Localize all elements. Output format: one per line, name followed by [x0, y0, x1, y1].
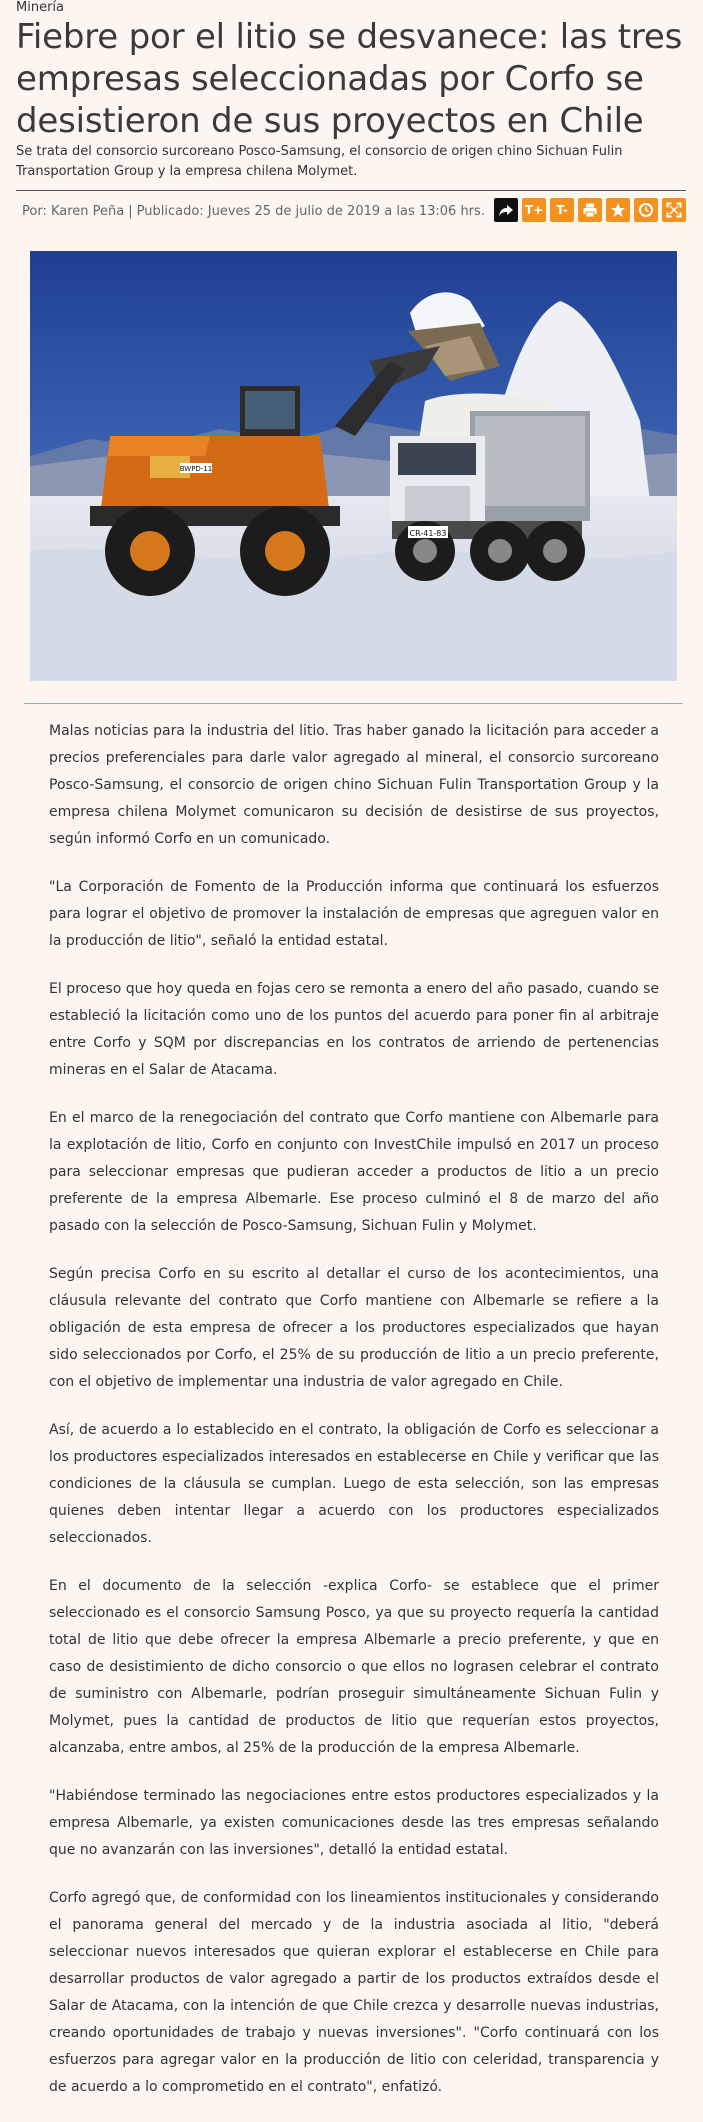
article-paragraph: En el marco de la renegociación del contrato que Corfo mantiene con Albemarle para la explotación de litio, Corfo en conjunto con InvestChile impulsó en 2017 un proceso para seleccionar empresas que pudieran acceder a productos de litio a un precio preferente de la empresa Albemarle. Ese proceso culminó el 8 de marzo del año pasado con la selección de Posco-Samsung, Sichuan Fulin y Molymet.: [49, 1110, 659, 1234]
lithium-loader-photo: [30, 251, 677, 681]
truck-plate-text: CR-41-83: [409, 529, 447, 538]
article-paragraph: "Habiéndose terminado las negociaciones entre estos productores especializados y la empresa Albemarle, ya existen comunicaciones desde las tres empresas señalando que no avanzarán con las inversiones", detalló la entidad estatal.: [49, 1788, 659, 1858]
expand-icon: [666, 202, 682, 218]
publish-date: Publicado: Jueves 25 de julio de 2019 a las 13:06 hrs.: [136, 204, 485, 219]
share-icon: [498, 202, 514, 218]
byline-separator: |: [128, 204, 133, 219]
print-button[interactable]: [578, 198, 602, 222]
fullscreen-button[interactable]: [662, 198, 686, 222]
article-paragraph: Según precisa Corfo en su escrito al detallar el curso de los acontecimientos, una cláusula relevante del contrato que Corfo mantiene con Albemarle se refiere a la obligación de esta empresa de ofrecer a los productores especializados que hayan sido seleccionados por Corfo, el 25% de su producción de litio a un precio preferente, con el objetivo de implementar una industria de valor agregado en Chile.: [49, 1266, 659, 1390]
article-body: [49, 718, 659, 2122]
header-divider: [16, 190, 686, 191]
photo-divider: [24, 703, 683, 704]
favorite-button[interactable]: [606, 198, 630, 222]
article-subtitle: Se trata del consorcio surcoreano Posco-Samsung, el consorcio de origen chino Sichuan Fulin Transportation Group y la empresa chilena Molymet.: [16, 144, 623, 179]
article-paragraph: Así, de acuerdo a lo establecido en el contrato, la obligación de Corfo es seleccionar a los productores especializados interesados en establecerse en Chile y verificar que las condiciones de la cláusula se cumplan. Luego de esta selección, son las empresas quienes deben intentar llegar a acuerdo con los productores especializados seleccionados.: [49, 1422, 659, 1546]
font-increase-button[interactable]: T+: [522, 198, 546, 222]
article-tools: [494, 198, 686, 222]
article-headline: Fiebre por el litio se desvanece: las tres empresas seleccionadas por Corfo se desistieron de sus proyectos en Chile: [16, 17, 683, 141]
share-button[interactable]: [494, 198, 518, 222]
article-photo: [30, 251, 677, 681]
loader-plate-text: BWPD-11: [179, 465, 213, 473]
byline-bar: [16, 196, 686, 226]
history-button[interactable]: [634, 198, 658, 222]
category-label[interactable]: Minería: [16, 0, 64, 15]
font-decrease-button[interactable]: T-: [550, 198, 574, 222]
byline: [22, 204, 485, 219]
star-icon: [610, 202, 626, 218]
article-paragraph: Malas noticias para la industria del litio. Tras haber ganado la licitación para acceder a precios preferenciales para darle valor agregado al mineral, el consorcio surcoreano Posco-Samsung, el consorcio de origen chino Sichuan Fulin Transportation Group y la empresa chilena Molymet comunicaron su decisión de desistirse de sus proyectos, según informó Corfo en un comunicado.: [49, 723, 659, 847]
article-paragraph: El proceso que hoy queda en fojas cero se remonta a enero del año pasado, cuando se estableció la licitación como uno de los puntos del acuerdo para poner fin al arbitraje entre Corfo y SQM por discrepancias en los contratos de arriendo de pertenencias mineras en el Salar de Atacama.: [49, 981, 659, 1078]
clock-icon: [638, 202, 654, 218]
article-paragraph: "La Corporación de Fomento de la Producción informa que continuará los esfuerzos para lograr el objetivo de promover la instalación de empresas que agreguen valor en la producción de litio", señaló la entidad estatal.: [49, 879, 659, 949]
article-paragraph: Corfo agregó que, de conformidad con los lineamientos institucionales y considerando el panorama general del mercado y de la industria asociada al litio, "deberá seleccionar nuevos interesados que quieran explorar el establecerse en Chile para desarrollar productos de valor agregado a partir de los productos extraídos desde el Salar de Atacama, con la intención de que Chile crezca y desarrolle nuevas industrias, creando oportunidades de trabajo y nuevas inversiones". "Corfo continuará con los esfuerzos para agregar valor en la producción de litio con celeridad, transparencia y de acuerdo a lo comprometido en el contrato", enfatizó.: [49, 1890, 659, 2095]
article-paragraph: En el documento de la selección -explica Corfo- se establece que el primer seleccionado es el consorcio Samsung Posco, ya que su proyecto requería la cantidad total de litio que debe ofrecer la empresa Albemarle a precio preferente, y que en caso de desistimiento de dicho consorcio o que ellos no lograsen celebrar el contrato de suministro con Albemarle, podrían proseguir simultáneamente Sichuan Fulin y Molymet, pues la cantidad de productos de litio que requerían estos proyectos, alcanzaba, entre ambos, al 25% de la producción de la empresa Albemarle.: [49, 1578, 659, 1756]
print-icon: [582, 202, 598, 218]
author-name: Por: Karen Peña: [22, 204, 125, 219]
